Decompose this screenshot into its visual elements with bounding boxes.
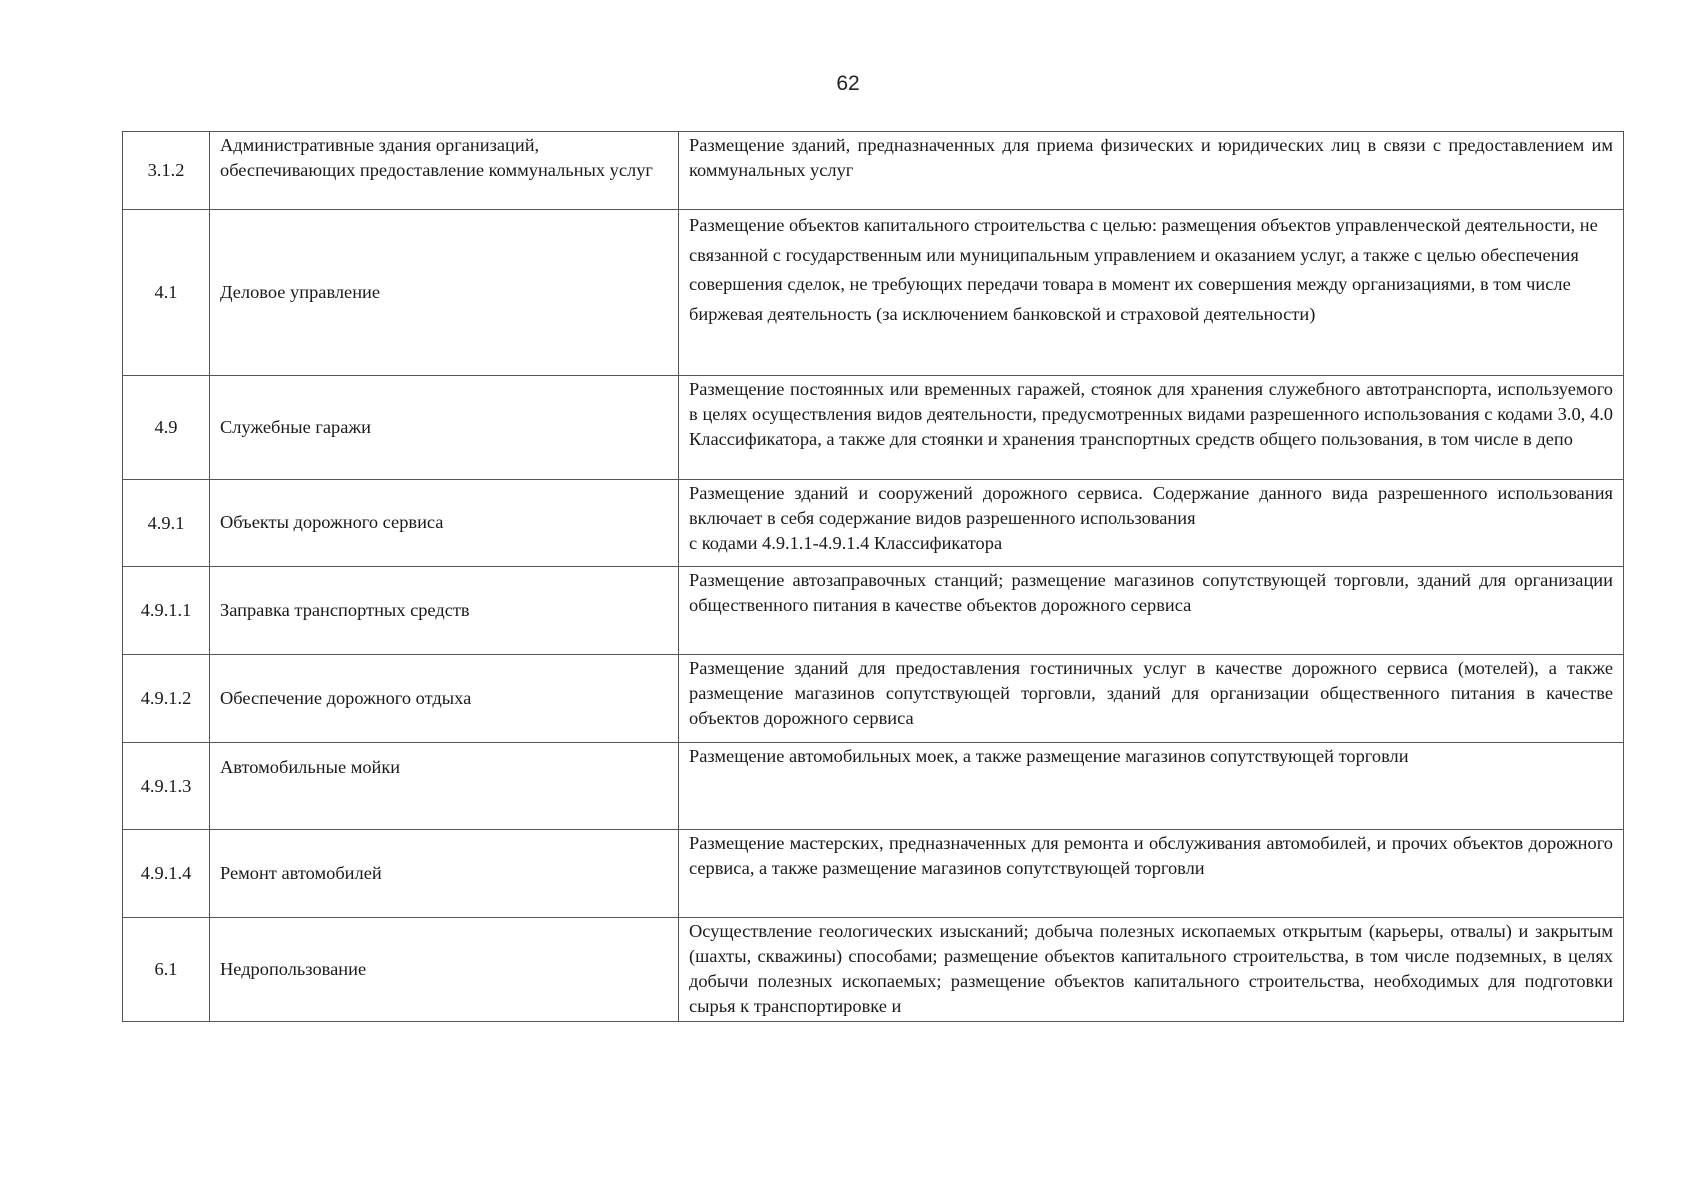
table-row: [123, 743, 1624, 830]
table-row: [123, 567, 1624, 655]
table-row: [123, 132, 1624, 210]
row-code: 3.1.2: [123, 132, 210, 210]
table-row: [123, 210, 1624, 376]
row-name: Автомобильные мойки: [210, 743, 679, 830]
row-description: Размещение зданий для предоставления гостиничных услуг в качестве дорожного сервиса (мотелей), а также размещение магазинов сопутствующей торговли, зданий для организации общественного питания в качестве объектов дорожного сервиса: [679, 655, 1624, 743]
row-name: Недропользование: [210, 918, 679, 1022]
table-row: [123, 480, 1624, 567]
table-row: [123, 655, 1624, 743]
row-code: 4.9.1.4: [123, 830, 210, 918]
row-name: Административные здания организаций, обеспечивающих предоставление коммунальных услуг: [210, 132, 679, 210]
row-description: Размещение объектов капитального строительства с целью: размещения объектов управленческой деятельности, не связанной с государственным или муниципальным управлением и оказанием услуг, а также с целью обеспечения совершения сделок, не требующих передачи товара в момент их совершения между организациями, в том числе биржевая деятельность (за исключением банковской и страховой деятельности): [679, 210, 1624, 376]
row-code: 4.1: [123, 210, 210, 376]
row-description: Размещение автозаправочных станций; размещение магазинов сопутствующей торговли, зданий для организации общественного питания в качестве объектов дорожного сервиса: [679, 567, 1624, 655]
row-description: Размещение мастерских, предназначенных для ремонта и обслуживания автомобилей, и прочих объектов дорожного сервиса, а также размещение магазинов сопутствующей торговли: [679, 830, 1624, 918]
row-description: [679, 480, 1624, 567]
land-use-classifier-table: [122, 131, 1624, 1022]
page-number: 62: [836, 72, 860, 95]
row-code: 4.9.1.1: [123, 567, 210, 655]
table-row: [123, 830, 1624, 918]
row-description: Осуществление геологических изысканий; добыча полезных ископаемых открытым (карьеры, отвалы) и закрытым (шахты, скважины) способами; размещение объектов капитального строительства, в том числе подземных, в целях добычи полезных ископаемых; размещение объектов капитального строительства, необходимых для подготовки сырья к транспортировке и: [679, 918, 1624, 1022]
row-code: 4.9.1.2: [123, 655, 210, 743]
table-row: [123, 376, 1624, 480]
row-description: Размещение постоянных или временных гаражей, стоянок для хранения служебного автотранспорта, используемого в целях осуществления видов деятельности, предусмотренных видами разрешенного использования с кодами 3.0, 4.0 Классификатора, а также для стоянки и хранения транспортных средств общего пользования, в том числе в депо: [679, 376, 1624, 480]
row-name: Объекты дорожного сервиса: [210, 480, 679, 567]
row-name: Ремонт автомобилей: [210, 830, 679, 918]
row-code: 4.9.1: [123, 480, 210, 567]
row-name: Деловое управление: [210, 210, 679, 376]
row-code: 4.9: [123, 376, 210, 480]
row-description: Размещение автомобильных моек, а также размещение магазинов сопутствующей торговли: [679, 743, 1624, 830]
row-description-text: Размещение зданий и сооружений дорожного сервиса. Содержание данного вида разрешенного использования включает в себя содержание видов разрешенного использования: [689, 483, 1613, 528]
row-description-continuation: с кодами 4.9.1.1-4.9.1.4 Классификатора: [689, 533, 1003, 553]
row-name: Служебные гаражи: [210, 376, 679, 480]
row-code: 6.1: [123, 918, 210, 1022]
row-name: Обеспечение дорожного отдыха: [210, 655, 679, 743]
row-name: Заправка транспортных средств: [210, 567, 679, 655]
row-code: 4.9.1.3: [123, 743, 210, 830]
row-description: Размещение зданий, предназначенных для приема физических и юридических лиц в связи с предоставлением им коммунальных услуг: [679, 132, 1624, 210]
table-row: [123, 918, 1624, 1022]
